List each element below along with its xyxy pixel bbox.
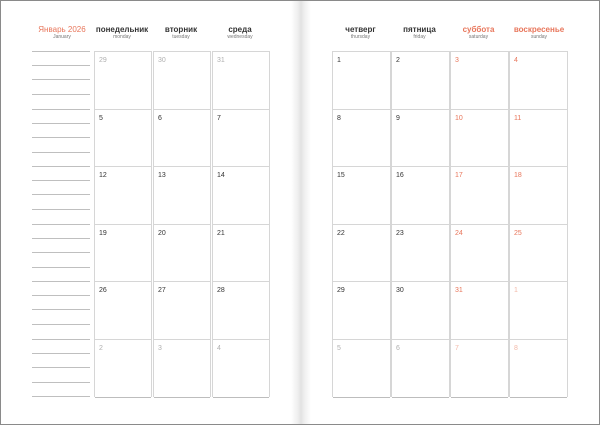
note-line (32, 353, 90, 354)
note-line (32, 180, 90, 181)
day-cell[interactable] (510, 224, 567, 282)
day-number: 8 (337, 114, 341, 122)
day-number: 23 (396, 229, 404, 237)
day-number: 15 (337, 172, 345, 179)
day-number: 6 (396, 344, 400, 352)
day-cell[interactable] (95, 281, 151, 339)
day-number: 11 (514, 114, 522, 122)
day-label-en: saturday (468, 34, 489, 40)
header-tuesday (153, 25, 209, 40)
day-cell[interactable] (154, 224, 210, 282)
column-thursday (332, 51, 391, 397)
left-page (1, 1, 291, 424)
header-thursday (332, 25, 389, 40)
day-cell[interactable] (392, 339, 449, 398)
day-number: 2 (99, 344, 103, 352)
day-number: 24 (455, 229, 463, 237)
note-line (32, 65, 90, 66)
day-label-ru: четверг (345, 25, 376, 34)
day-cell[interactable] (333, 339, 390, 398)
note-line (32, 137, 90, 138)
day-cell[interactable] (333, 281, 390, 339)
day-cell[interactable] (154, 166, 210, 224)
day-cell[interactable] (510, 166, 567, 224)
day-label-en: friday (413, 34, 426, 40)
day-number: 4 (217, 344, 221, 352)
day-cell[interactable] (451, 109, 508, 167)
day-number: 7 (217, 114, 221, 122)
day-label-ru: вторник (164, 25, 198, 34)
day-number: 2 (396, 57, 400, 64)
right-page (311, 1, 599, 424)
day-number: 31 (455, 287, 463, 294)
day-number: 12 (99, 172, 107, 179)
day-number: 14 (217, 172, 225, 179)
note-line (32, 396, 90, 397)
day-label-en: thursday (350, 34, 371, 40)
day-cell[interactable] (510, 281, 567, 339)
column-tuesday (153, 51, 211, 397)
day-number: 28 (217, 287, 225, 294)
note-line (32, 295, 90, 296)
day-label-en: tuesday (172, 34, 190, 40)
day-cell[interactable] (95, 109, 151, 167)
day-cell[interactable] (451, 166, 508, 224)
note-line (32, 152, 90, 153)
note-line (32, 123, 90, 124)
day-number: 8 (514, 344, 518, 352)
day-number: 29 (99, 57, 107, 64)
day-number: 7 (455, 344, 459, 352)
day-number: 18 (514, 172, 522, 179)
day-number: 19 (99, 229, 107, 237)
day-cell[interactable] (154, 339, 210, 398)
day-number: 22 (337, 229, 345, 237)
month-title: Январь 2026 (38, 25, 86, 34)
month-subtitle: January (53, 34, 71, 40)
note-line (32, 252, 90, 253)
day-cell[interactable] (392, 51, 449, 109)
day-cell[interactable] (510, 109, 567, 167)
note-line (32, 194, 90, 195)
note-line (32, 94, 90, 95)
note-line (32, 224, 90, 225)
day-cell[interactable] (213, 339, 269, 398)
day-cell[interactable] (392, 281, 449, 339)
day-label-ru: понедельник (95, 25, 149, 34)
day-label-ru: суббота (462, 25, 495, 34)
day-cell[interactable] (154, 109, 210, 167)
note-line (32, 324, 90, 325)
day-cell[interactable] (510, 339, 567, 398)
note-line (32, 51, 90, 52)
day-number: 16 (396, 172, 404, 179)
day-label-ru: среда (228, 25, 252, 34)
day-number: 1 (337, 57, 341, 64)
column-monday (94, 51, 152, 397)
note-line (32, 209, 90, 210)
day-cell[interactable] (392, 109, 449, 167)
day-cell[interactable] (392, 224, 449, 282)
day-cell[interactable] (154, 281, 210, 339)
day-number: 20 (158, 229, 166, 237)
note-line (32, 309, 90, 310)
note-line (32, 281, 90, 282)
day-cell[interactable] (213, 166, 269, 224)
month-header (32, 25, 92, 40)
day-number: 25 (514, 229, 522, 237)
day-number: 10 (455, 114, 463, 122)
day-number: 27 (158, 287, 166, 294)
header-friday (391, 25, 448, 40)
day-cell[interactable] (333, 166, 390, 224)
note-line (32, 79, 90, 80)
day-number: 3 (455, 57, 459, 64)
header-monday (94, 25, 150, 40)
note-line (32, 339, 90, 340)
day-number: 4 (514, 57, 518, 64)
day-number: 5 (337, 344, 341, 352)
day-number: 31 (217, 57, 225, 64)
header-sunday (509, 25, 569, 40)
day-cell[interactable] (213, 109, 269, 167)
day-number: 30 (396, 287, 404, 294)
day-label-ru: воскресенье (513, 25, 565, 34)
note-line (32, 238, 90, 239)
column-wednesday (212, 51, 270, 397)
column-friday (391, 51, 450, 397)
day-number: 13 (158, 172, 166, 179)
day-cell[interactable] (154, 51, 210, 109)
day-number: 26 (99, 287, 107, 294)
day-cell[interactable] (451, 51, 508, 109)
day-number: 9 (396, 114, 400, 122)
day-cell[interactable] (213, 224, 269, 282)
day-cell[interactable] (213, 281, 269, 339)
day-cell[interactable] (95, 51, 151, 109)
day-number: 17 (455, 172, 463, 179)
day-number: 30 (158, 57, 166, 64)
day-cell[interactable] (451, 224, 508, 282)
day-number: 5 (99, 114, 103, 122)
note-line (32, 382, 90, 383)
day-number: 21 (217, 229, 225, 237)
book-spine (291, 1, 311, 424)
day-label-ru: пятница (403, 25, 436, 34)
day-cell[interactable] (333, 109, 390, 167)
day-cell[interactable] (333, 224, 390, 282)
column-sunday (509, 51, 568, 397)
day-cell[interactable] (95, 166, 151, 224)
note-line (32, 267, 90, 268)
day-cell[interactable] (95, 339, 151, 398)
note-line (32, 367, 90, 368)
note-line (32, 166, 90, 167)
column-saturday (450, 51, 509, 397)
day-number: 1 (514, 287, 518, 294)
note-line (32, 109, 90, 110)
day-cell[interactable] (451, 281, 508, 339)
day-cell[interactable] (333, 51, 390, 109)
day-cell[interactable] (213, 51, 269, 109)
day-label-en: sunday (530, 34, 548, 40)
day-number: 29 (337, 287, 345, 294)
day-cell[interactable] (95, 224, 151, 282)
day-cell[interactable] (392, 166, 449, 224)
day-label-en: wednesday (227, 34, 253, 40)
day-label-en: monday (113, 34, 131, 40)
header-saturday (450, 25, 507, 40)
day-cell[interactable] (510, 51, 567, 109)
day-number: 3 (158, 344, 162, 352)
day-number: 6 (158, 114, 162, 122)
notes-column (32, 51, 90, 397)
header-wednesday (212, 25, 268, 40)
day-cell[interactable] (451, 339, 508, 398)
